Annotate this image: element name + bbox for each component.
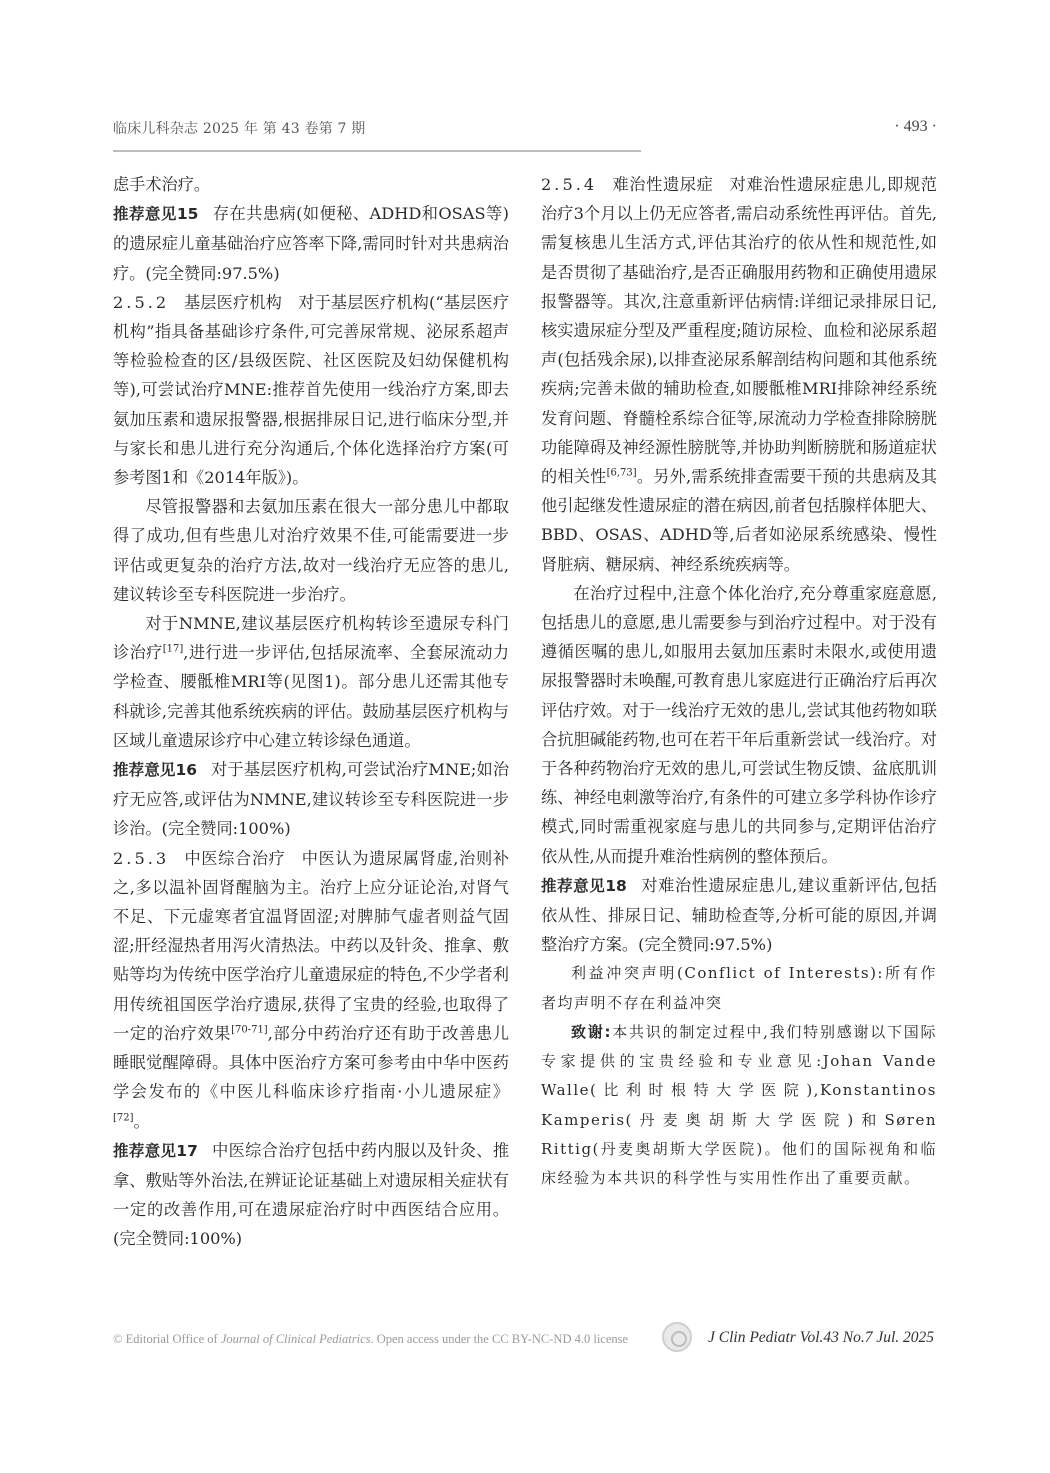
recommendation-18 bbox=[541, 871, 937, 960]
paragraph-individualized-treatment: 在治疗过程中,注意个体化治疗,充分尊重家庭意愿,包括患儿的意愿,患儿需要参与到治疗过程中。对于没有遵循医嘱的患儿,如服用去氨加压素时未限水,或使用遗尿报警器时未唤醒,可教育患儿家庭进行正确治疗后再次评估疗效。对于一线治疗无效的患儿,尝试其他药物如联合抗胆碱能药物,也可在若干年后重新尝试一线治疗。对于各种药物治疗无效的患儿,可尝试生物反馈、盆底肌训练、神经电刺激等治疗,有条件的可建立多学科协作诊疗模式,同时需重视家庭与患儿的共同参与,定期评估治疗依从性,从而提升难治性病例的整体预后。 bbox=[541, 583, 937, 866]
section-text: 对难治性遗尿症患儿,即规范治疗3个月以上仍无应答者,需启动系统性再评估。首先,需复核患儿生活方式,评估其治疗的依从性和规范性,如是否贯彻了基础治疗,是否正确服用药物和正确使用遗尿报警器等。其次,注意重新评估病情:详细记录排尿日记,核实遗尿症分型及严重程度;随访尿检、血检和泌尿系超声(包括残余尿),以排查泌尿系解剖结构问题和其他系统疾病;完善未做的辅助检查,如腰骶椎MRI排除神经系统发育问题、脊髓栓系综合征等,尿流动力学检查排除膀胱功能障碍及神经源性膀胱等,并协助判断膀胱和肠道症状的相关性 bbox=[541, 175, 937, 487]
section-number: 2.5.4 bbox=[541, 175, 598, 194]
recommendation-label: 推荐意见15 bbox=[113, 205, 199, 224]
copyright-prefix: © Editorial Office of bbox=[113, 1332, 221, 1346]
section-2-5-2 bbox=[113, 288, 509, 492]
section-text: 。另外,需系统排查需要干预的共患病及其他引起继发性遗尿症的潜在病因,前者包括腺样体肥大、BBD、OSAS、ADHD等,后者如泌尿系统感染、慢性肾脏病、糖尿病、神经系统疾病等。 bbox=[541, 467, 937, 574]
section-text: ,部分中药治疗还有助于改善患儿睡眠觉醒障碍。具体中医治疗方案可参考由中华中医药学会发布的《中医儿科临床诊疗指南·小儿遗尿症》 bbox=[113, 1023, 509, 1102]
citation-ref[interactable]: [70-71] bbox=[231, 1024, 268, 1036]
journal-name: Journal of Clinical Pediatrics bbox=[220, 1332, 371, 1346]
acknowledgement-text: 本共识的制定过程中,我们特别感谢以下国际专家提供的宝贵经验和专业意见:Johan Vande Walle(比利时根特大学医院),Konstantinos Kamperis(丹麦奥胡斯大学医院)和Søren Rittig(丹麦奥胡斯大学医院)。他们的国际视角和临床经验为本共识的科学性与实用性作出了重要贡献。 bbox=[541, 1022, 938, 1187]
running-header-page-number: · 493 · bbox=[894, 118, 937, 135]
recommendation-15 bbox=[113, 199, 509, 288]
recommendation-label: 推荐意见16 bbox=[113, 761, 198, 780]
recommendation-text: 中医综合治疗包括中药内服以及针灸、推拿、敷贴等外治法,在辨证论证基础上对遗尿相关症状有一定的改善作用,可在遗尿症治疗时中西医结合应用。(完全赞同:100%) bbox=[113, 1140, 510, 1249]
running-header-journal: 临床儿科杂志 2025 年 第 43 卷第 7 期 bbox=[113, 121, 366, 137]
citation-ref[interactable]: [6,73] bbox=[606, 467, 637, 479]
paragraph-continuation: 虑手术治疗。 bbox=[113, 175, 211, 194]
section-title: 难治性遗尿症 bbox=[611, 175, 714, 194]
recommendation-text: 对于基层医疗机构,可尝试治疗MNE;如治疗无应答,或评估为NMNE,建议转诊至专科医院进一步诊治。(完全赞同:100%) bbox=[113, 760, 510, 839]
recommendation-17 bbox=[113, 1136, 509, 1254]
recommendation-16 bbox=[113, 755, 509, 844]
acknowledgement bbox=[541, 1018, 937, 1193]
paragraph-alarm: 尽管报警器和去氨加压素在很大一部分患儿中都取得了成功,但有些患儿对治疗效果不佳,可能需要进一步评估或更复杂的治疗方法,故对一线治疗无应答的患儿,建议转诊至专科医院进一步治疗。 bbox=[113, 497, 509, 604]
section-title: 中医综合治疗 bbox=[183, 848, 286, 868]
section-2-5-4 bbox=[541, 170, 937, 579]
recommendation-label: 推荐意见17 bbox=[113, 1141, 198, 1160]
conflict-of-interest-statement: 利益冲突声明(Conflict of Interests):所有作者均声明不存在利益冲突 bbox=[541, 964, 937, 1012]
license-text[interactable]: . Open access under the CC BY-NC-ND 4.0 license bbox=[370, 1332, 629, 1346]
section-number: 2.5.2 bbox=[113, 292, 170, 312]
citation-ref[interactable]: [17] bbox=[162, 643, 184, 655]
journal-seal-logo-icon bbox=[662, 1322, 692, 1352]
right-column bbox=[541, 170, 937, 1193]
footer-citation: J Clin Pediatr Vol.43 No.7 Jul. 2025 bbox=[708, 1329, 935, 1346]
left-column bbox=[113, 170, 509, 1254]
paragraph-nmne bbox=[113, 609, 509, 755]
section-text: 对于基层医疗机构(“基层医疗机构”指具备基础诊疗条件,可完善尿常规、泌尿系超声等检验检查的区/县级医院、社区医院及妇幼保健机构等),可尝试治疗MNE:推荐首先使用一线治疗方案,即去氨加压素和遗尿报警器,根据排尿日记,进行临床分型,并与家长和患儿进行充分沟通后,个体化选择治疗方案(可参考图1和《2014年版》)。 bbox=[113, 292, 510, 488]
recommendation-text: 存在共患病(如便秘、ADHD和OSAS等)的遗尿症儿童基础治疗应答率下降,需同时针对共患病治疗。(完全赞同:97.5%) bbox=[113, 204, 509, 283]
paragraph-text: ,进行进一步评估,包括尿流率、全套尿流动力学检查、腰骶椎MRI等(见图1)。部分患儿还需其他专科就诊,完善其他系统疾病的评估。鼓励基层医疗机构与区域儿童遗尿诊疗中心建立转诊绿色通道。 bbox=[113, 643, 510, 750]
section-2-5-3 bbox=[113, 844, 509, 1136]
recommendation-label: 推荐意见18 bbox=[541, 876, 627, 895]
section-text: 。 bbox=[133, 1111, 150, 1131]
section-text: 中医认为遗尿属肾虚,治则补之,多以温补固肾醒脑为主。治疗上应分证论治,对肾气不足、下元虚寒者宜温肾固涩;对脾肺气虚者则益气固涩;肝经湿热者用泻火清热法。中药以及针灸、推拿、敷贴等均为传统中医学治疗儿童遗尿症的特色,不少学者利用传统祖国医学治疗遗尿,获得了宝贵的经验,也取得了一定的治疗效果 bbox=[113, 848, 509, 1043]
paragraph-text: 对于NMNE,建议基层医疗机构转诊至遗尿专科门诊治疗 bbox=[113, 614, 509, 663]
citation-ref[interactable]: [72] bbox=[113, 1112, 134, 1124]
recommendation-text: 对难治性遗尿症患儿,建议重新评估,包括依从性、排尿日记、辅助检查等,分析可能的原因,并调整治疗方案。(完全赞同:97.5%) bbox=[541, 875, 937, 955]
header-rule bbox=[113, 150, 641, 152]
section-title: 基层医疗机构 bbox=[183, 292, 283, 312]
section-number: 2.5.3 bbox=[113, 848, 170, 868]
footer-copyright bbox=[113, 1332, 628, 1347]
acknowledgement-label: 致谢: bbox=[571, 1022, 613, 1041]
